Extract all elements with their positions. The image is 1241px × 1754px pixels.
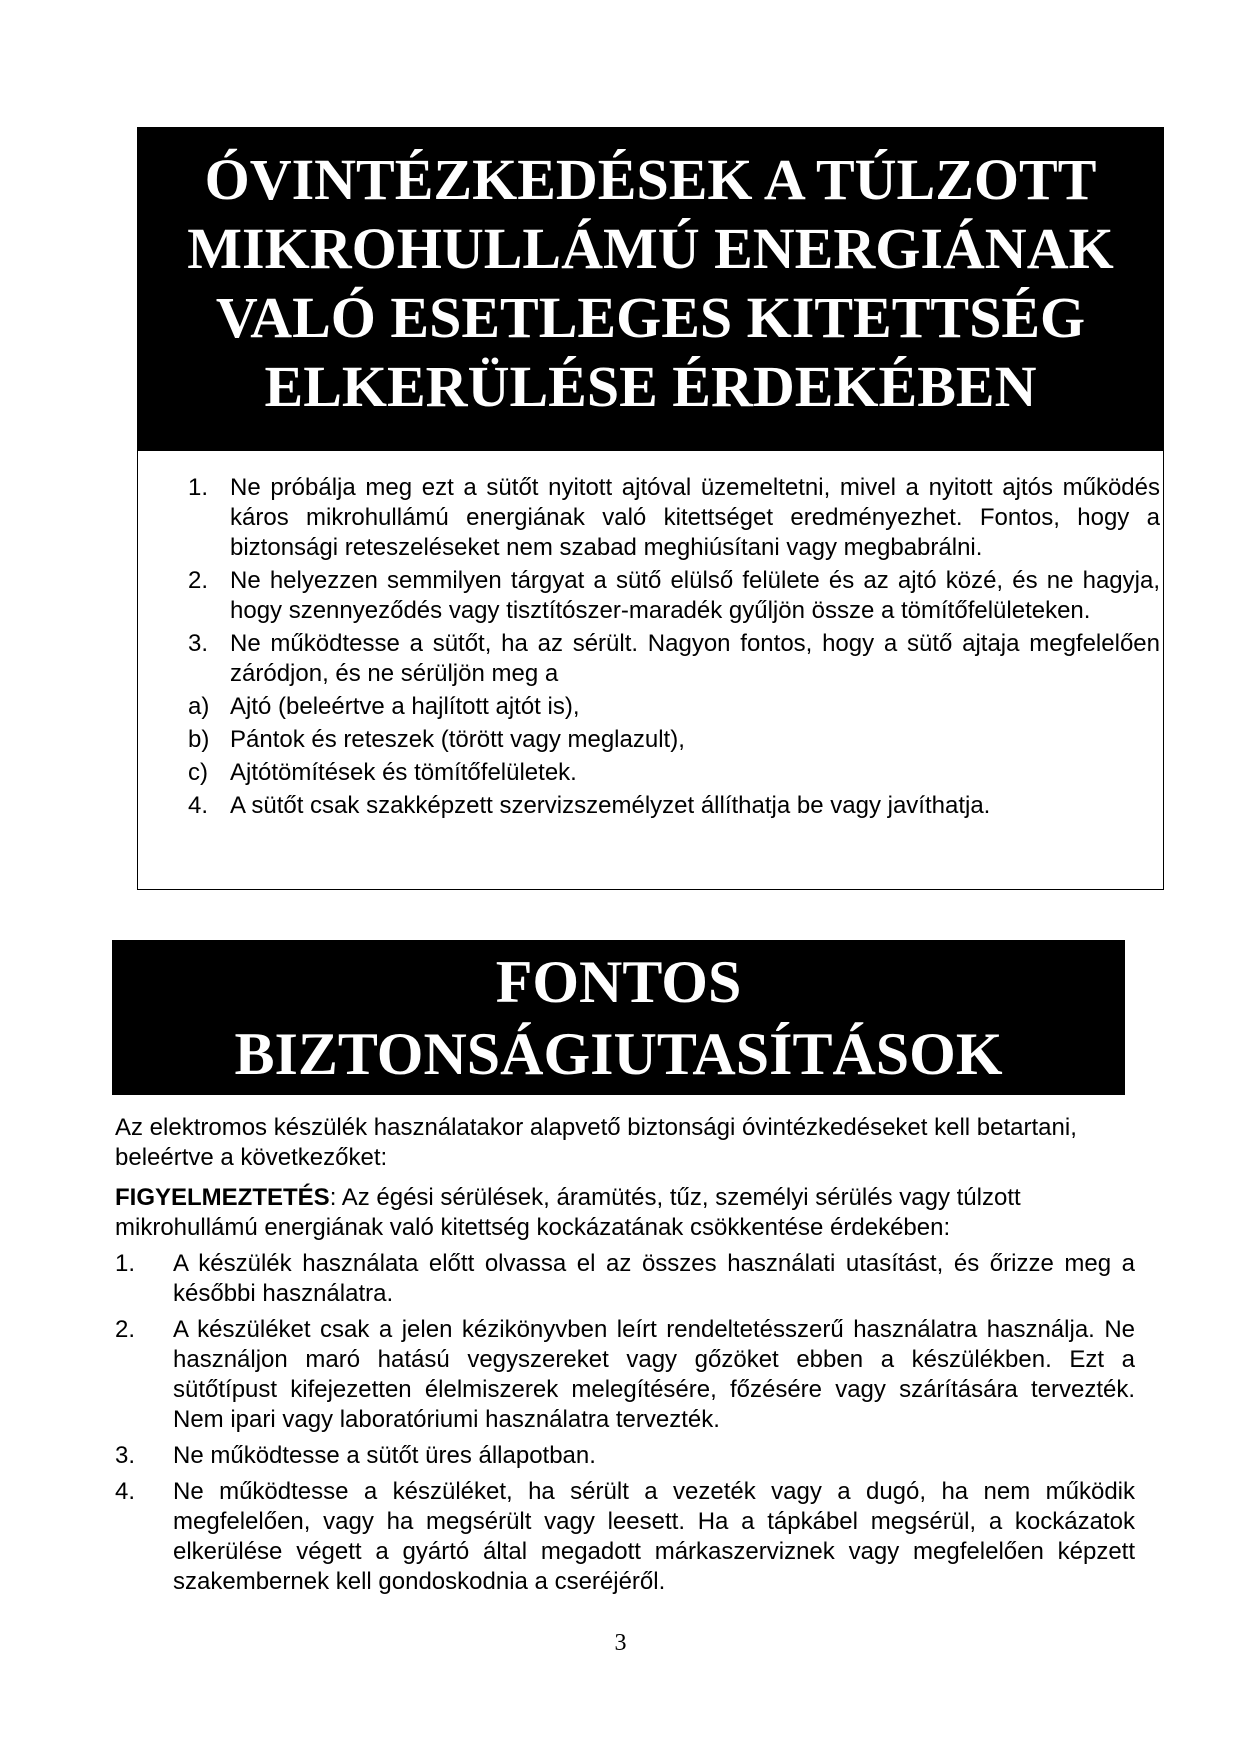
list-item (115, 1315, 1135, 1435)
list-item-number: 2. (188, 567, 209, 594)
intro-paragraph: Az elektromos készülék használatakor alapvető biztonsági óvintézkedéseket kell betartani, beleértve a következőket: (115, 1114, 1077, 1171)
list-item (138, 566, 1168, 626)
list-item-number: a) (188, 693, 210, 720)
list-item-number: 3. (115, 1442, 136, 1469)
warning-text: : Az égési sérülések, áramütés, tűz, személyi sérülés vagy túlzott mikrohullámú energiának való kitettség kockázatának csökkentése érdekében: (115, 1184, 1021, 1241)
page-number: 3 (614, 1630, 627, 1656)
list-item-text: A készülék használata előtt olvassa el az összes használati utasítást, és őrizze meg a későbbi használatra. (173, 1250, 1135, 1307)
list-item (138, 692, 1168, 722)
safety-instructions-section (115, 1113, 1135, 1597)
list-item-text: Ajtótömítések és tömítőfelületek. (230, 759, 577, 786)
list-item-text: Ajtó (beleértve a hajlított ajtót is), (230, 693, 580, 720)
banner-title-line: FONTOS (495, 949, 742, 1015)
header-banner-microwave-exposure (137, 127, 1164, 451)
warning-label: FIGYELMEZTETÉS (115, 1184, 330, 1211)
precautions-box (137, 451, 1164, 890)
list-item-text: Ne működtesse a sütőt, ha az sérült. Nagyon fontos, hogy a sütő ajtaja megfelelően záródjon, és ne sérüljön meg a (230, 630, 1160, 687)
list-item-number: 2. (115, 1316, 136, 1343)
list-item-text: Ne helyezzen semmilyen tárgyat a sütő elülső felülete és az ajtó közé, és ne hagyja, hogy szennyeződés vagy tisztítószer-maradék gyűljön össze a tömítőfelületeken. (230, 567, 1160, 624)
banner-title-line: MIKROHULLÁMÚ ENERGIÁNAK (187, 216, 1114, 281)
banner-title-line: ÓVINTÉZKEDÉSEK A TÚLZOTT (204, 147, 1097, 212)
list-item-text: Ne működtesse a készüléket, ha sérült a vezeték vagy a dugó, ha nem működik megfelelően, vagy ha megsérült vagy leesett. Ha a tápkábel megsérül, a kockázatok elkerülése végett a gyártó által megadott márkaszerviznek vagy megfelelően képzett szakembernek kell gondoskodnia a cseréjéről. (173, 1478, 1135, 1595)
list-item-number: 1. (115, 1250, 136, 1277)
banner-title-line: BIZTONSÁGIUTASÍTÁSOK (234, 1021, 1003, 1087)
list-item (138, 473, 1168, 563)
list-item (115, 1477, 1135, 1597)
warning-paragraph (115, 1183, 1135, 1243)
list-item-number: 1. (188, 474, 209, 501)
list-item-number: 3. (188, 630, 209, 657)
list-item-text: A készüléket csak a jelen kézikönyvben leírt rendeltetésszerű használatra használja. Ne használjon maró hatású vegyszereket vagy gőzöket ebben a készülékben. Ezt a sütőtípust kifejezetten élelmiszerek melegítésére, főzésére vagy szárítására tervezték. Nem ipari vagy laboratóriumi használatra tervezték. (173, 1316, 1135, 1433)
list-item-text: Ne működtesse a sütőt üres állapotban. (173, 1442, 596, 1469)
list-item (138, 758, 1168, 788)
banner-title-line: ELKERÜLÉSE ÉRDEKÉBEN (264, 354, 1037, 419)
list-item (138, 791, 1168, 821)
banner-title-line: VALÓ ESETLEGES KITETTSÉG (215, 285, 1086, 350)
header-banner-safety-instructions (112, 940, 1125, 1095)
list-item (138, 629, 1168, 689)
list-item-number: c) (188, 759, 208, 786)
list-item (115, 1441, 1135, 1471)
list-item (138, 725, 1168, 755)
list-item-text: Ne próbálja meg ezt a sütőt nyitott ajtóval üzemeltetni, mivel a nyitott ajtós működés káros mikrohullámú energiának való kitettséget eredményezhet. Fontos, hogy a biztonsági reteszeléseket nem szabad meghiúsítani vagy megbabrálni. (230, 474, 1160, 561)
list-item-number: b) (188, 726, 210, 753)
list-item (115, 1249, 1135, 1309)
precautions-list (138, 473, 1168, 821)
list-item-number: 4. (188, 792, 209, 819)
list-item-text: A sütőt csak szakképzett szervizszemélyzet állíthatja be vagy javíthatja. (230, 792, 991, 819)
list-item-number: 4. (115, 1478, 136, 1505)
list-item-text: Pántok és reteszek (törött vagy meglazult), (230, 726, 685, 753)
